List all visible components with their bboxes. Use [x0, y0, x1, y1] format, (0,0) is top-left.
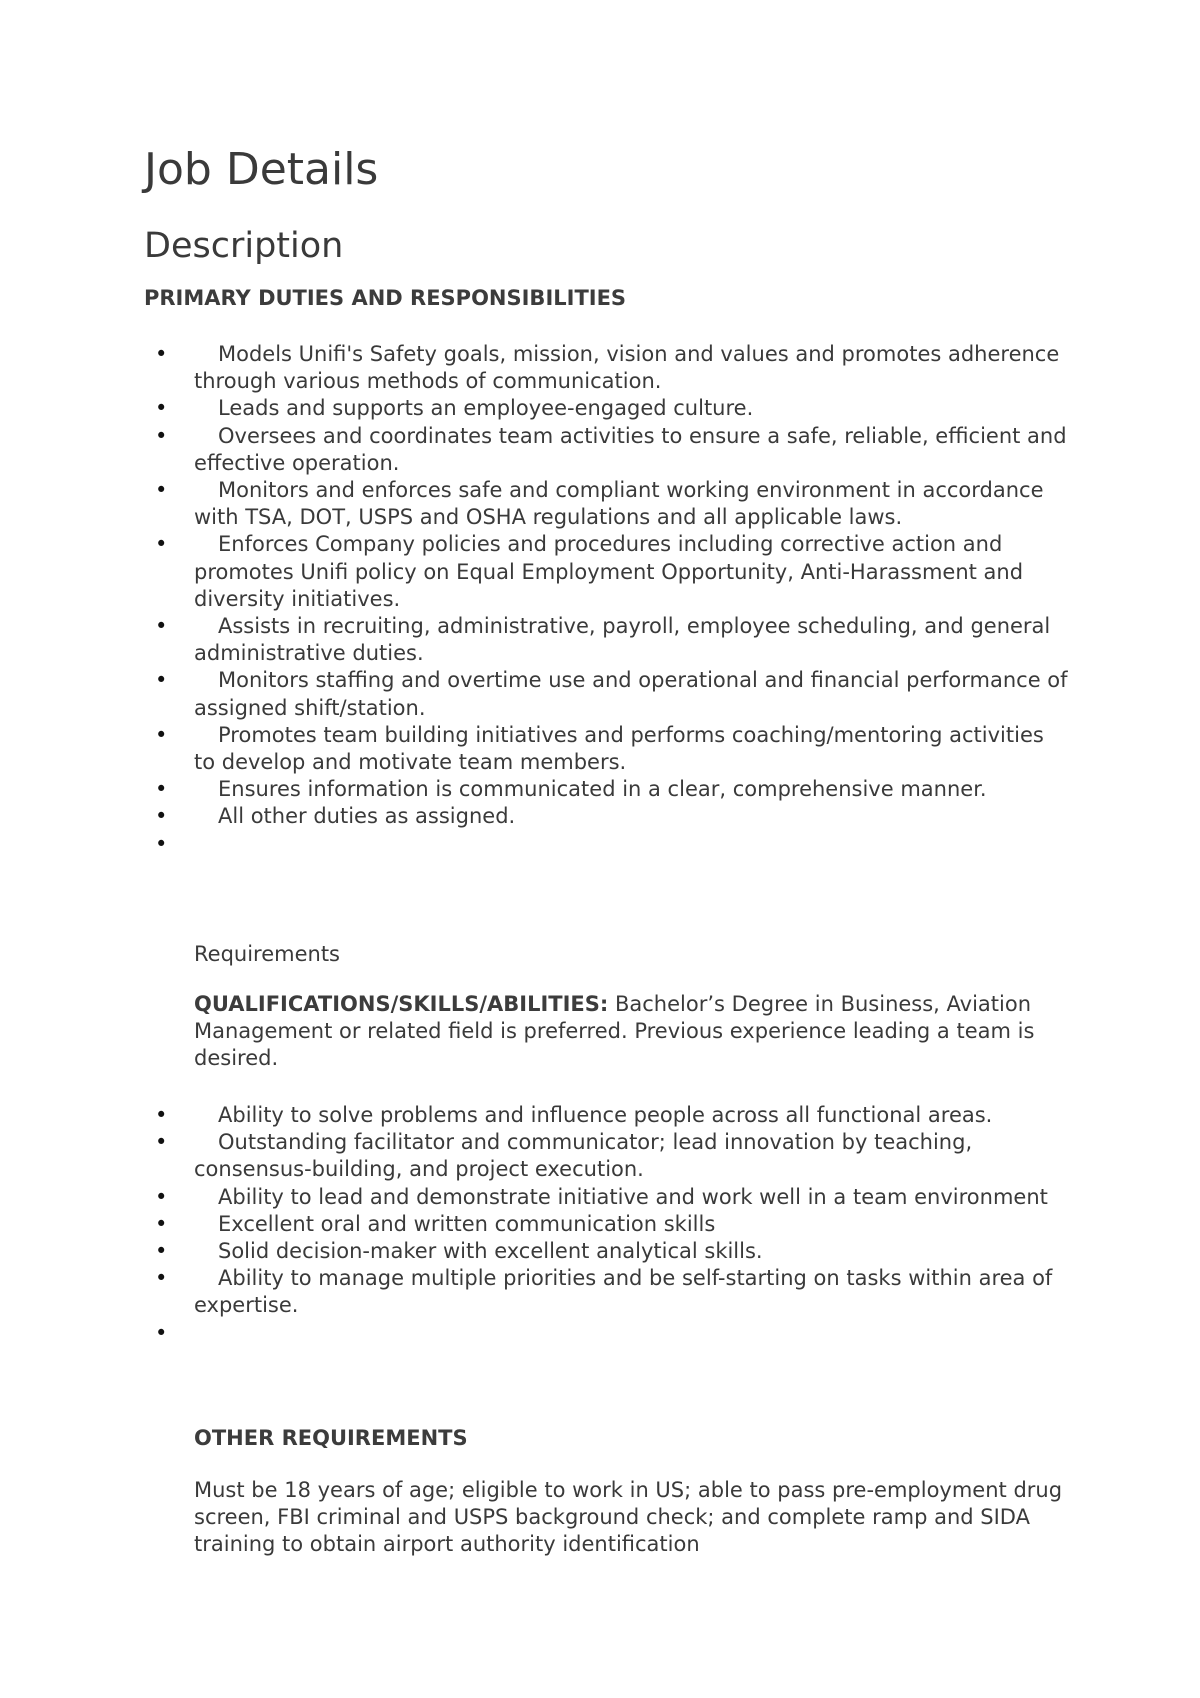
- skill-text: Ability to manage multiple priorities and be self-starting on tasks within area of expertise.: [194, 1266, 1053, 1318]
- bullet-icon: •: [155, 1266, 168, 1291]
- qualifications-label: QUALIFICATIONS/SKILLS/ABILITIES:: [194, 992, 609, 1016]
- list-item: [0, 1265, 1070, 1319]
- list-item: [0, 1184, 1070, 1211]
- list-item: [0, 1238, 1070, 1265]
- qualifications-paragraph: [194, 991, 1074, 1073]
- skill-text: Excellent oral and written communication skills: [218, 1211, 716, 1236]
- skill-text: [194, 1320, 1070, 1347]
- bullet-icon: •: [155, 831, 168, 856]
- duty-text: Monitors staffing and overtime use and operational and financial performance of assigned shift/station.: [194, 668, 1068, 720]
- list-item: [0, 1211, 1070, 1238]
- skill-text: Ability to lead and demonstrate initiative and work well in a team environment: [218, 1184, 1048, 1209]
- bullet-icon: •: [155, 804, 168, 829]
- bullet-icon: •: [155, 1320, 168, 1345]
- duty-text: Enforces Company policies and procedures including corrective action and promotes Unifi policy on Equal Employment Opportunity, Anti-Harassment and diversity initiatives.: [194, 532, 1024, 611]
- duty-text: [194, 831, 1070, 858]
- list-item: [0, 831, 1070, 858]
- duty-text: Monitors and enforces safe and compliant working environment in accordance with TSA, DOT, USPS and OSHA regulations and all applicable laws.: [194, 478, 1044, 530]
- skill-text: Ability to solve problems and influence people across all functional areas.: [218, 1103, 993, 1127]
- bullet-icon: •: [155, 1239, 168, 1264]
- bullet-icon: •: [155, 532, 168, 557]
- list-item: [0, 1129, 1070, 1183]
- list-item: [0, 1102, 1070, 1129]
- bullet-icon: •: [155, 722, 168, 747]
- duty-text: Assists in recruiting, administrative, payroll, employee scheduling, and general administrative duties.: [194, 614, 1051, 666]
- bullet-icon: •: [155, 668, 168, 693]
- bullet-icon: •: [155, 478, 168, 503]
- primary-duties-heading: PRIMARY DUTIES AND RESPONSIBILITIES: [144, 286, 627, 310]
- duty-text: Leads and supports an employee-engaged culture.: [218, 396, 754, 421]
- duty-text: Models Unifi's Safety goals, mission, vision and values and promotes adherence through various methods of communication.: [194, 342, 1060, 394]
- duties-list: [0, 341, 1200, 858]
- requirements-label: Requirements: [194, 942, 340, 966]
- list-item: [0, 1320, 1070, 1347]
- list-item: [0, 667, 1070, 721]
- bullet-icon: •: [155, 423, 168, 448]
- list-item: [0, 531, 1070, 613]
- bullet-icon: •: [155, 1130, 168, 1155]
- other-requirements-text: Must be 18 years of age; eligible to work in US; able to pass pre-employment drug screen, FBI criminal and USPS background check; and complete ramp and SIDA training to obtain airport authority identification: [194, 1478, 1063, 1557]
- bullet-icon: •: [155, 1184, 168, 1209]
- bullet-icon: •: [155, 396, 168, 421]
- skills-list: [0, 1102, 1200, 1347]
- list-item: [0, 613, 1070, 667]
- skill-text: Solid decision-maker with excellent analytical skills.: [218, 1239, 763, 1264]
- list-item: [0, 423, 1070, 477]
- list-item: [0, 803, 1070, 830]
- duty-text: Ensures information is communicated in a clear, comprehensive manner.: [218, 777, 987, 802]
- duty-text: All other duties as assigned.: [218, 804, 516, 829]
- duty-text: Oversees and coordinates team activities to ensure a safe, reliable, efficient and effective operation.: [194, 423, 1067, 475]
- list-item: [0, 722, 1070, 776]
- duty-text: Promotes team building initiatives and performs coaching/mentoring activities to develop and motivate team members.: [194, 722, 1044, 775]
- list-item: [0, 776, 1070, 803]
- bullet-icon: •: [155, 1211, 168, 1236]
- page-title: Job Details: [144, 144, 379, 195]
- bullet-icon: •: [155, 777, 168, 802]
- skill-text: Outstanding facilitator and communicator; lead innovation by teaching, consensus-building, and project execution.: [194, 1130, 973, 1182]
- list-item: [0, 477, 1070, 531]
- bullet-icon: •: [155, 1103, 168, 1127]
- section-title-description: Description: [144, 226, 344, 266]
- bullet-icon: •: [155, 342, 168, 366]
- list-item: [0, 341, 1070, 395]
- list-item: [0, 395, 1070, 422]
- other-requirements-heading: OTHER REQUIREMENTS: [194, 1426, 468, 1450]
- qualifications-text: Bachelor’s Degree in Business, Aviation Management or related field is preferred. Previous experience leading a team is desired.: [194, 992, 1035, 1071]
- bullet-icon: •: [155, 614, 168, 639]
